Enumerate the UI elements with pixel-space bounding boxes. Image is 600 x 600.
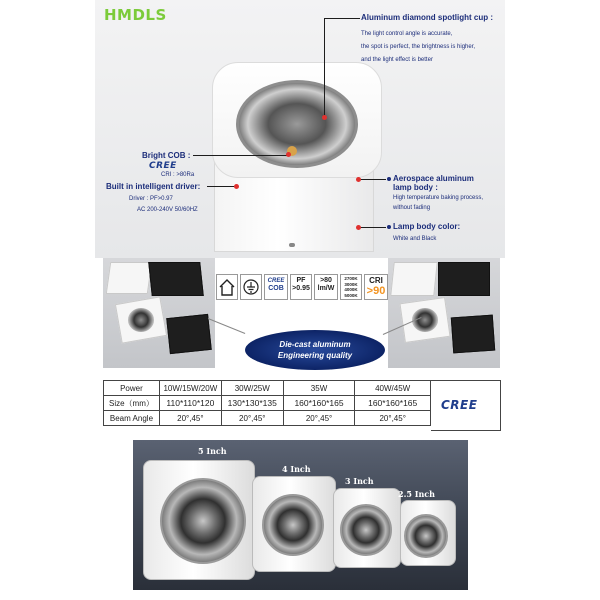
leader-line-cup-h bbox=[324, 18, 360, 19]
spec-table bbox=[103, 380, 431, 426]
marker-body bbox=[356, 177, 361, 182]
size-label-3: 3 Inch bbox=[345, 476, 374, 486]
reflector-5-inch bbox=[160, 478, 246, 564]
cert-pf-bottom: >0.95 bbox=[292, 285, 310, 292]
table-row-beam bbox=[104, 411, 431, 426]
left-mini-reflector bbox=[128, 308, 154, 332]
cup-line-1: The light control angle is accurate, bbox=[361, 31, 453, 37]
leader-line-color bbox=[358, 227, 386, 228]
cup-line-2: the spot is perfect, the brightness is higher, bbox=[361, 44, 476, 50]
cert-cri-top: CRI bbox=[369, 276, 383, 285]
row-label-beam: Beam Angle bbox=[104, 411, 160, 426]
size-label-4: 4 Inch bbox=[282, 464, 311, 474]
power-cell-4: 40W/45W bbox=[355, 381, 431, 396]
table-row-size bbox=[104, 396, 431, 411]
row-label-power: Power bbox=[104, 381, 160, 396]
reflector-4-inch bbox=[262, 494, 324, 556]
cob-title: Bright COB : bbox=[142, 151, 191, 160]
cert-cri bbox=[364, 274, 388, 300]
bullet-color bbox=[387, 225, 391, 229]
table-row-power bbox=[104, 381, 431, 396]
marker-cup bbox=[322, 115, 327, 120]
bullet-body bbox=[387, 177, 391, 181]
right-black-housing bbox=[438, 262, 490, 296]
cert-cri-bottom: >90 bbox=[366, 285, 386, 297]
left-white-housing bbox=[106, 262, 152, 294]
leader-line-driver bbox=[207, 186, 236, 187]
driver-line-2: AC 200-240V 50/60HZ bbox=[137, 207, 198, 213]
die-cast-banner bbox=[245, 330, 385, 370]
table-cree-logo: CREE bbox=[441, 398, 478, 412]
brand-logo: HMDLS bbox=[104, 6, 167, 24]
driver-title: Built in intelligent driver: bbox=[106, 182, 201, 191]
power-cell-1: 10W/15W/20W bbox=[159, 381, 221, 396]
leader-line-cob bbox=[193, 155, 288, 156]
beam-cell-4: 20°,45° bbox=[355, 411, 431, 426]
house-icon bbox=[216, 274, 238, 300]
lamp-indicator bbox=[289, 243, 295, 247]
beam-cell-3: 20°,45° bbox=[283, 411, 355, 426]
right-black-face bbox=[451, 315, 495, 354]
marker-driver bbox=[234, 184, 239, 189]
cert-lm bbox=[314, 274, 338, 300]
cert-cob-text: COB bbox=[268, 285, 284, 292]
cert-cree-text: CREE bbox=[267, 278, 285, 284]
ground-icon bbox=[240, 274, 262, 300]
color-value: White and Black bbox=[393, 236, 437, 242]
reflector-3-inch bbox=[340, 504, 392, 556]
banner-line-1: Die-cast aluminum bbox=[279, 340, 351, 349]
cob-cri: CRI : >80Ra bbox=[161, 172, 195, 178]
cert-lm-top: >80 bbox=[320, 277, 332, 284]
body-line-1: High temperature baking process, bbox=[393, 195, 484, 201]
size-label-5: 5 Inch bbox=[198, 446, 227, 456]
body-title-2: lamp body : bbox=[393, 183, 438, 192]
color-title: Lamp body color: bbox=[393, 222, 461, 231]
cert-pf-top: PF bbox=[296, 277, 306, 284]
cert-cct bbox=[340, 274, 362, 300]
size-label-2-5: 2.5 Inch bbox=[398, 489, 435, 499]
row-label-size: Size（mm） bbox=[104, 396, 160, 411]
cert-lm-bottom: lm/W bbox=[317, 285, 335, 292]
marker-cob bbox=[286, 152, 291, 157]
left-black-housing bbox=[148, 262, 204, 296]
cup-line-3: and the light effect is better bbox=[361, 57, 433, 63]
cert-cree-cob bbox=[264, 274, 288, 300]
leader-line-cup bbox=[324, 18, 325, 118]
size-cell-3: 160*160*165 bbox=[283, 396, 355, 411]
cert-pf bbox=[290, 274, 312, 300]
beam-cell-1: 20°,45° bbox=[159, 411, 221, 426]
right-white-housing bbox=[390, 262, 438, 296]
cree-logo: CREE bbox=[149, 161, 177, 171]
size-cell-1: 110*110*120 bbox=[159, 396, 221, 411]
body-title-1: Aerospace aluminum bbox=[393, 174, 474, 183]
driver-line-1: Driver : PF>0.97 bbox=[129, 196, 173, 202]
cup-title: Aluminum diamond spotlight cup : bbox=[361, 13, 493, 22]
cct-5000: 5000K bbox=[344, 292, 358, 298]
left-black-face bbox=[166, 314, 212, 354]
marker-color bbox=[356, 225, 361, 230]
beam-cell-2: 20°,45° bbox=[221, 411, 283, 426]
power-cell-2: 30W/25W bbox=[221, 381, 283, 396]
leader-line-body bbox=[358, 179, 386, 180]
cct-3000: 3000K bbox=[344, 281, 358, 287]
power-cell-3: 35W bbox=[283, 381, 355, 396]
size-cell-4: 160*160*165 bbox=[355, 396, 431, 411]
reflector-2-5-inch bbox=[404, 514, 448, 558]
size-cell-2: 130*130*135 bbox=[221, 396, 283, 411]
body-line-2: without fading bbox=[393, 205, 431, 211]
cct-4000: 4000K bbox=[344, 287, 358, 292]
cct-2700: 2700K bbox=[344, 276, 358, 281]
banner-line-2: Engineering quality bbox=[277, 351, 353, 360]
